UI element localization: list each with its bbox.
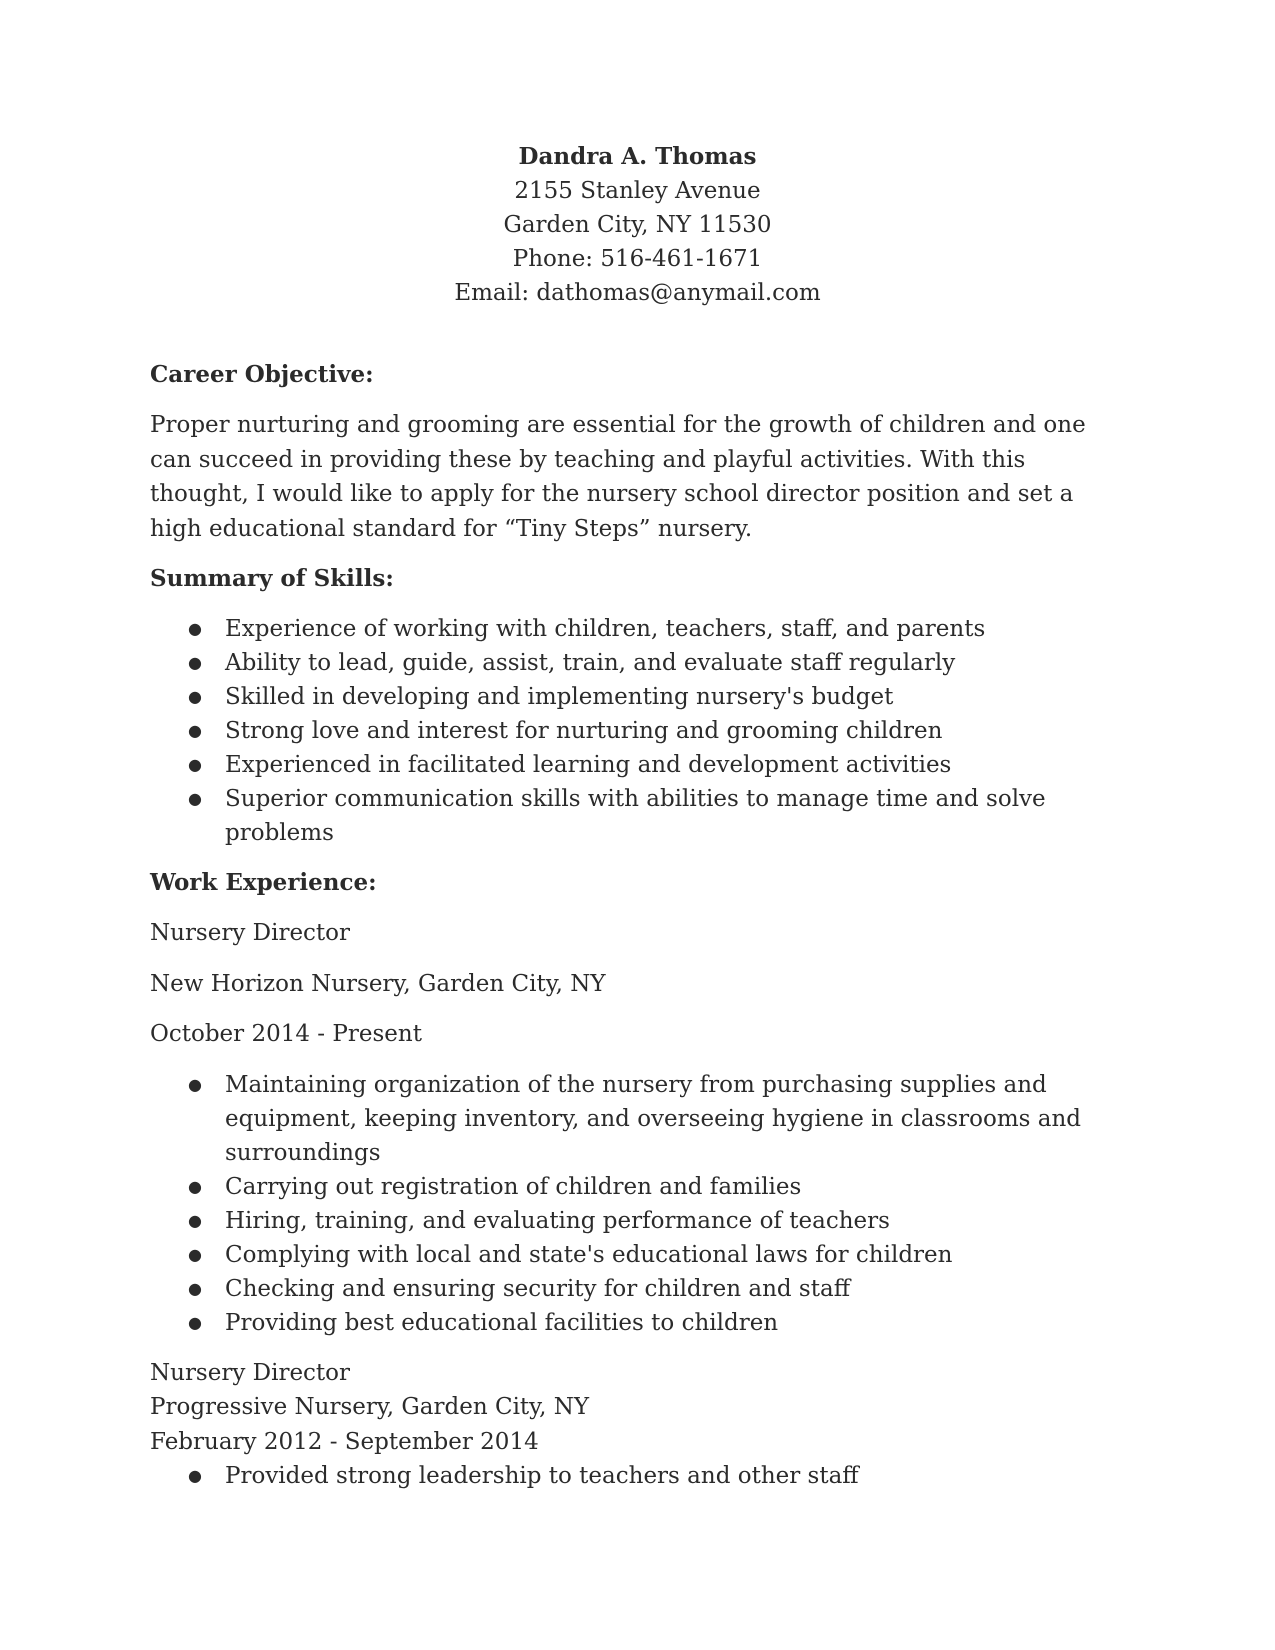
list-item xyxy=(150,1170,1125,1204)
bullet-icon: ● xyxy=(188,619,202,638)
list-item xyxy=(150,782,1125,850)
duty-text: Checking and ensuring security for children and staff xyxy=(225,1275,851,1302)
duty-text: Hiring, training, and evaluating performance of teachers xyxy=(225,1207,890,1234)
candidate-name: Dandra A. Thomas xyxy=(518,143,757,170)
resume-page xyxy=(150,140,1125,1493)
bullet-icon: ● xyxy=(188,789,202,808)
bullet-icon: ● xyxy=(188,653,202,672)
job-title: Nursery Director xyxy=(150,920,351,946)
list-item xyxy=(150,1238,1125,1272)
phone-number: Phone: 516-461-1671 xyxy=(512,246,763,272)
skill-text: Superior communication skills with abilities to manage time and solve problems xyxy=(225,786,1046,846)
bullet-icon: ● xyxy=(188,1278,202,1298)
skill-text: Strong love and interest for nurturing and grooming children xyxy=(225,718,943,744)
duty-text: Maintaining organization of the nursery from purchasing supplies and equipment, keeping inventory, and overseeing hygiene in classrooms and surroundings xyxy=(225,1071,1082,1166)
skill-text: Experience of working with children, teachers, staff, and parents xyxy=(225,616,986,642)
duty-text: Providing best educational facilities to children xyxy=(225,1309,779,1336)
bullet-icon: ● xyxy=(188,1466,202,1485)
list-item xyxy=(150,1068,1125,1170)
bullet-icon: ● xyxy=(188,1312,202,1332)
bullet-icon: ● xyxy=(188,1074,202,1094)
job-company: New Horizon Nursery, Garden City, NY xyxy=(150,970,606,997)
duty-text: Provided strong leadership to teachers and other staff xyxy=(225,1463,859,1489)
contact-header xyxy=(150,140,1125,310)
bullet-icon: ● xyxy=(188,1176,202,1196)
career-objective-heading: Career Objective: xyxy=(150,361,374,388)
skill-text: Ability to lead, guide, assist, train, and evaluate staff regularly xyxy=(225,650,956,676)
list-item xyxy=(150,680,1125,714)
job-duties-list xyxy=(150,1459,1125,1493)
bullet-icon: ● xyxy=(188,1210,202,1230)
job-dates: October 2014 - Present xyxy=(150,1021,422,1047)
career-objective-text: Proper nurturing and grooming are essential for the growth of children and one can succeed in providing these by teaching and playful activities. With this thought, I would like to apply for the nursery school director position and set a high educational standard for “Tiny Steps” nursery. xyxy=(150,412,1086,542)
work-experience-heading: Work Experience: xyxy=(150,869,377,896)
list-item xyxy=(150,1272,1125,1306)
job-title: Nursery Director xyxy=(150,1359,351,1386)
job-dates: February 2012 - September 2014 xyxy=(150,1428,539,1455)
bullet-icon: ● xyxy=(188,755,202,774)
bullet-icon: ● xyxy=(188,687,202,706)
bullet-icon: ● xyxy=(188,1244,202,1264)
list-item xyxy=(150,1204,1125,1238)
list-item xyxy=(150,612,1125,646)
skills-list xyxy=(150,612,1125,850)
list-item xyxy=(150,1306,1125,1340)
email-address: Email: dathomas@anymail.com xyxy=(454,280,821,306)
address-line-2: Garden City, NY 11530 xyxy=(503,212,772,238)
job-company: Progressive Nursery, Garden City, NY xyxy=(150,1394,590,1420)
list-item xyxy=(150,646,1125,680)
list-item xyxy=(150,714,1125,748)
skill-text: Skilled in developing and implementing nursery's budget xyxy=(225,684,894,710)
list-item xyxy=(150,748,1125,782)
list-item xyxy=(150,1459,1125,1493)
address-line-1: 2155 Stanley Avenue xyxy=(514,178,761,204)
job-duties-list xyxy=(150,1068,1125,1340)
skills-heading: Summary of Skills: xyxy=(150,565,394,592)
duty-text: Complying with local and state's educational laws for children xyxy=(225,1241,953,1268)
duty-text: Carrying out registration of children and families xyxy=(225,1173,802,1200)
skill-text: Experienced in facilitated learning and development activities xyxy=(225,752,952,778)
bullet-icon: ● xyxy=(188,721,202,740)
